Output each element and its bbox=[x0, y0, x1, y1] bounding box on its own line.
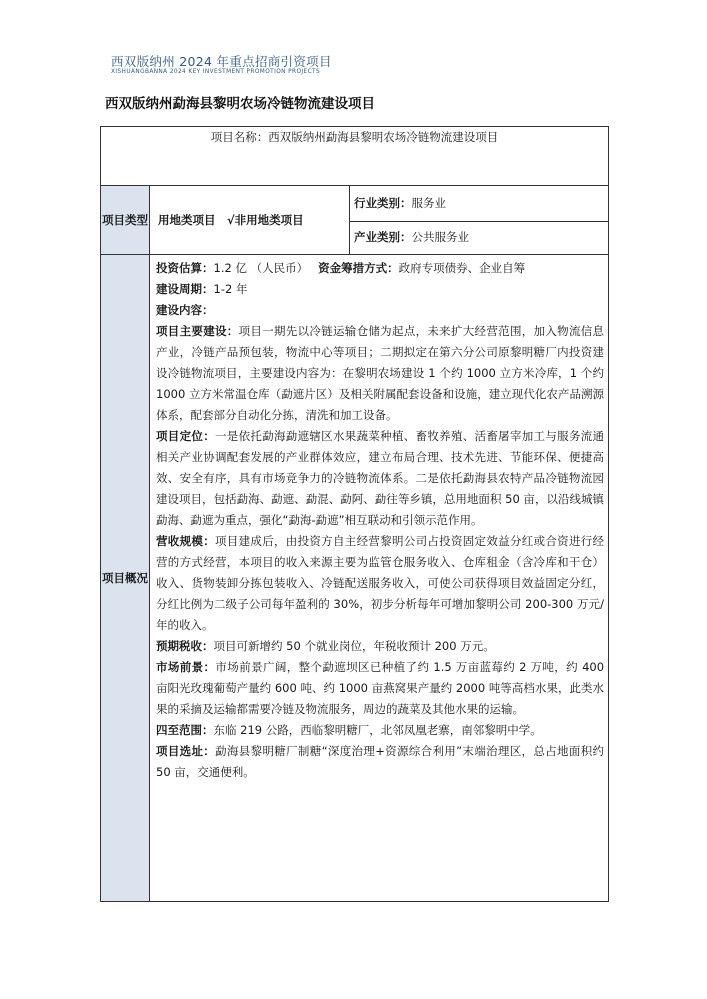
expected-tax bbox=[156, 636, 604, 657]
main-label: 项目主要建设： bbox=[156, 324, 239, 338]
tax-label: 预期税收： bbox=[156, 639, 214, 653]
period-value: 1-2 年 bbox=[213, 282, 248, 296]
project-site bbox=[156, 741, 604, 783]
project-position bbox=[156, 426, 604, 531]
type-label: 项目类型 bbox=[101, 186, 150, 255]
type-row-1 bbox=[101, 186, 609, 222]
overview-label: 项目概况 bbox=[101, 255, 150, 902]
investment-label: 投资估算： bbox=[156, 261, 214, 275]
market-outlook bbox=[156, 657, 604, 720]
investment-line bbox=[156, 258, 604, 279]
content-heading bbox=[156, 300, 604, 321]
main-text: 项目一期先以冷链运输仓储为起点，未来扩大经营范围，加入物流信息产业，冷链产品预包装，物流中心等项目；二期拟定在第六分公司原黎明糖厂内投资建设冷链物流项目，主要建设内容为：在黎明农场建设 1 个约 1000 立方米冷库，1 个约 1000 立方米常温仓库（勐遮片区）及相关附属配套设备和设施，建立现代化农产品溯源体系，配套部分自动化分拣，清洗和加工设备。 bbox=[156, 324, 605, 422]
type-value: 用地类项目 √非用地类项目 bbox=[150, 186, 350, 255]
main-construction bbox=[156, 321, 604, 426]
header-title-en: XISHUANGBANNA 2024 KEY INVESTMENT PROMOTION PROJECTS bbox=[111, 69, 321, 75]
boundary-text: 东临 219 公路，西临黎明糖厂，北邻凤凰老寨，南邻黎明中学。 bbox=[213, 723, 542, 737]
funding-value: 政府专项债券、企业自筹 bbox=[398, 261, 526, 275]
project-table bbox=[100, 126, 609, 902]
overview-row bbox=[101, 255, 609, 902]
investment-value: 1.2 亿 （人民币） bbox=[213, 261, 309, 275]
period-line bbox=[156, 279, 604, 300]
site-label: 项目选址： bbox=[156, 744, 216, 758]
funding-label: 资金筹措方式： bbox=[318, 261, 399, 275]
tax-text: 项目可新增约 50 个就业岗位，年税收预计 200 万元。 bbox=[213, 639, 495, 653]
content-label: 建设内容： bbox=[156, 303, 214, 317]
industry-value: 服务业 bbox=[411, 196, 446, 210]
period-label: 建设周期： bbox=[156, 282, 214, 296]
sector-value: 公共服务业 bbox=[411, 230, 469, 244]
document-title: 西双版纳州勐海县黎明农场冷链物流建设项目 bbox=[105, 96, 375, 112]
position-text: 一是依托勐海勐遮辖区水果蔬菜种植、畜牧养殖、活畜屠宰加工与服务流通相关产业协调配套发展的产业群体效应，建立布局合理、技术先进、节能环保、便捷高效、安全有序，具有市场竞争力的冷链物流体系。二是依托勐海县农特产品冷链物流园建设项目，包括勐海、勐遮、勐混、勐阿、勐往等乡镇，总用地面积 50 亩，以沿线城镇勐海、勐遮为重点，强化“勐海-勐遮”相互联动和引领示范作用。 bbox=[156, 429, 605, 527]
boundary-label: 四至范围： bbox=[156, 723, 214, 737]
site-text: 勐海县黎明糖厂制糖“深度治理+资源综合利用”末端治理区，总占地面积约 50 亩，交通便利。 bbox=[156, 744, 605, 779]
boundary-range bbox=[156, 720, 604, 741]
overview-content bbox=[150, 255, 609, 902]
header-title-cn: 西双版纳州 2024 年重点招商引资项目 bbox=[111, 54, 332, 69]
operation-scale bbox=[156, 531, 604, 636]
market-text: 市场前景广阔，整个勐遮坝区已种植了约 1.5 万亩蓝莓约 2 万吨，约 400 亩阳光玫瑰葡萄产量约 600 吨、约 1000 亩燕窝果产量约 2000 吨等高档水果，此类水果的采摘及运输都需要冷链及物流服务，周边的蔬菜及其他水果的运输。 bbox=[156, 660, 605, 716]
project-name-cell: 项目名称：西双版纳州勐海县黎明农场冷链物流建设项目 bbox=[101, 127, 609, 186]
sector-cell bbox=[350, 222, 609, 255]
industry-cell bbox=[350, 186, 609, 222]
market-label: 市场前景： bbox=[156, 660, 216, 674]
operation-text: 项目建成后，由投资方自主经营黎明公司占投资固定效益分红或合资进行经营的方式经营，本项目的收入来源主要为监管仓服务收入、仓库租金（含冷库和干仓）收入、货物装卸分拣包装收入、冷链配送服务收入，可使公司获得项目效益固定分红，分红比例为二级子公司每年盈利的 30%，初步分析每年可增加黎明公司 200-300 万元/年的收入。 bbox=[156, 534, 605, 632]
project-name-row bbox=[101, 127, 609, 186]
operation-label: 营收规模： bbox=[156, 534, 215, 548]
sector-label: 产业类别： bbox=[354, 230, 412, 244]
industry-label: 行业类别： bbox=[354, 196, 412, 210]
position-label: 项目定位： bbox=[156, 429, 215, 443]
